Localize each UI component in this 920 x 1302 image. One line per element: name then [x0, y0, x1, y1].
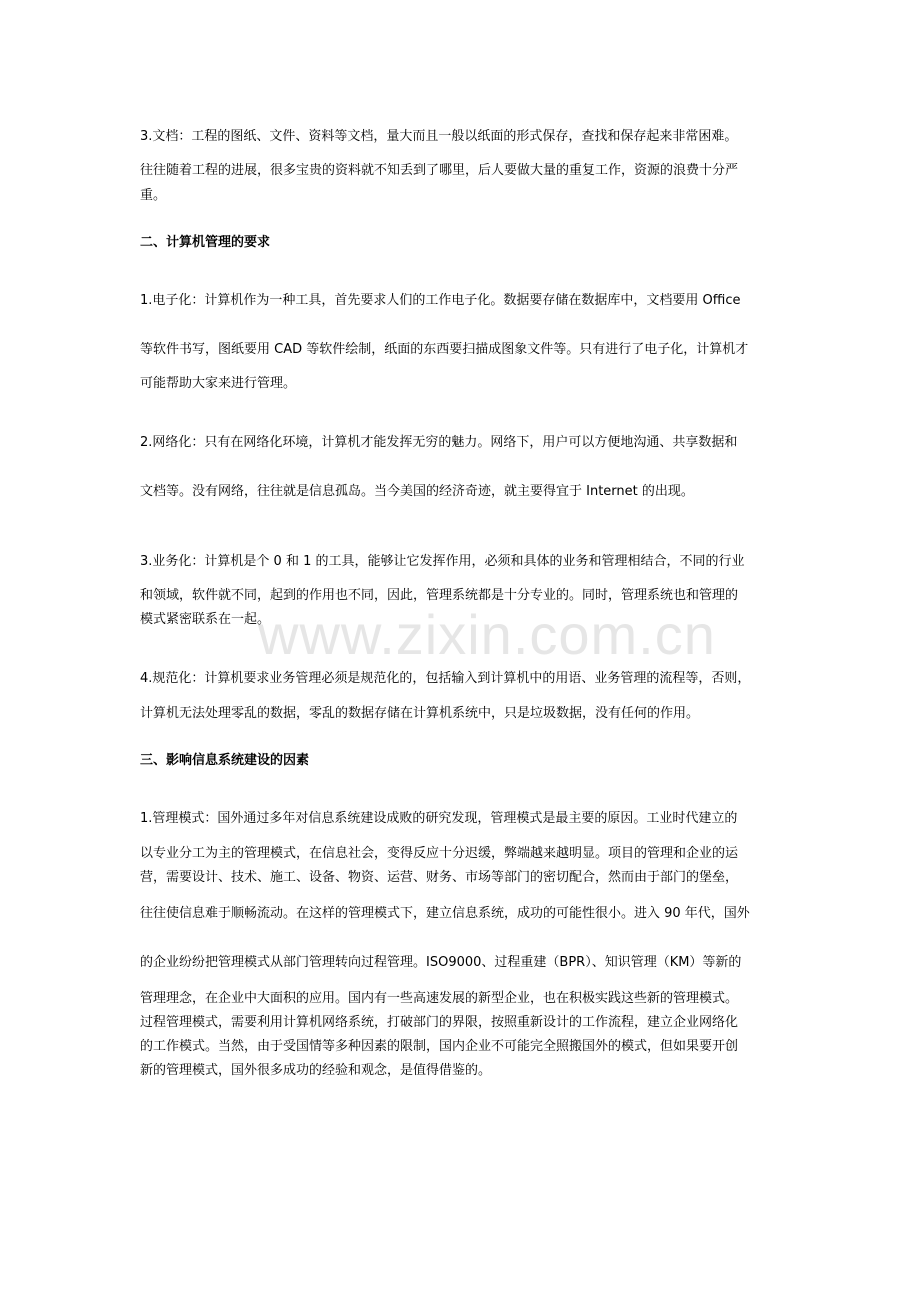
section-heading: 二、计算机管理的要求: [140, 235, 271, 250]
paragraph-line: 营，需要设计、技术、施工、设备、物资、运营、财务、市场等部门的密切配合，然而由于部门的堡垒，: [140, 870, 739, 885]
paragraph-line: 2.网络化：只有在网络化环境，计算机才能发挥无穷的魅力。网络下，用户可以方便地沟通、共享数据和: [140, 435, 738, 450]
paragraph-line: 往往使信息难于顺畅流动。在这样的管理模式下，建立信息系统，成功的可能性很小。进入 90 年代，国外: [140, 906, 750, 921]
paragraph-line: 4.规范化：计算机要求业务管理必须是规范化的，包括输入到计算机中的用语、业务管理的流程等，否则，: [140, 671, 751, 686]
paragraph-line: 文档等。没有网络，往往就是信息孤岛。当今美国的经济奇迹，就主要得宜于 Internet 的出现。: [140, 484, 694, 499]
paragraph-line: 新的管理模式，国外很多成功的经验和观念，是值得借鉴的。: [140, 1063, 492, 1078]
paragraph-line: 1.管理模式：国外通过多年对信息系统建设成败的研究发现，管理模式是最主要的原因。工业时代建立的: [140, 811, 738, 826]
paragraph-line: 往往随着工程的进展，很多宝贵的资料就不知丢到了哪里，后人要做大量的重复工作，资源的浪费十分严: [140, 163, 739, 178]
paragraph-line: 和领域，软件就不同，起到的作用也不同，因此，管理系统都是十分专业的。同时，管理系统也和管理的: [140, 588, 739, 603]
paragraph-line: 重。: [140, 188, 167, 203]
section-heading: 三、影响信息系统建设的因素: [140, 753, 310, 768]
paragraph-line: 管理理念，在企业中大面积的应用。国内有一些高速发展的新型企业，也在积极实践这些新的管理模式。: [140, 991, 739, 1006]
paragraph-line: 等软件书写，图纸要用 CAD 等软件绘制，纸面的东西要扫描成图象文件等。只有进行了电子化，计算机才: [140, 342, 749, 357]
paragraph-line: 以专业分工为主的管理模式，在信息社会，变得反应十分迟缓，弊端越来越明显。项目的管理和企业的运: [140, 846, 739, 861]
paragraph-line: 3.文档：工程的图纸、文件、资料等文档，量大而且一般以纸面的形式保存，查找和保存起来非常困难。: [140, 129, 738, 144]
paragraph-line: 模式紧密联系在一起。: [140, 612, 271, 627]
watermark: www.zixin.com.cn: [258, 603, 716, 666]
paragraph-line: 可能帮助大家来进行管理。: [140, 376, 297, 391]
paragraph-line: 计算机无法处理零乱的数据，零乱的数据存储在计算机系统中，只是垃圾数据，没有任何的作用。: [140, 706, 700, 721]
paragraph-line: 过程管理模式，需要利用计算机网络系统，打破部门的界限，按照重新设计的工作流程，建立企业网络化: [140, 1015, 739, 1030]
paragraph-line: 3.业务化：计算机是个 0 和 1 的工具，能够让它发挥作用，必须和具体的业务和管理相结合，不同的行业: [140, 554, 745, 569]
paragraph-line: 的工作模式。当然，由于受国情等多种因素的限制，国内企业不可能完全照搬国外的模式，但如果要开创: [140, 1039, 739, 1054]
paragraph-line: 的企业纷纷把管理模式从部门管理转向过程管理。ISO9000、过程重建（BPR）、知识管理（KM）等新的: [140, 955, 742, 970]
paragraph-line: 1.电子化：计算机作为一种工具，首先要求人们的工作电子化。数据要存储在数据库中，文档要用 Office: [140, 293, 741, 308]
